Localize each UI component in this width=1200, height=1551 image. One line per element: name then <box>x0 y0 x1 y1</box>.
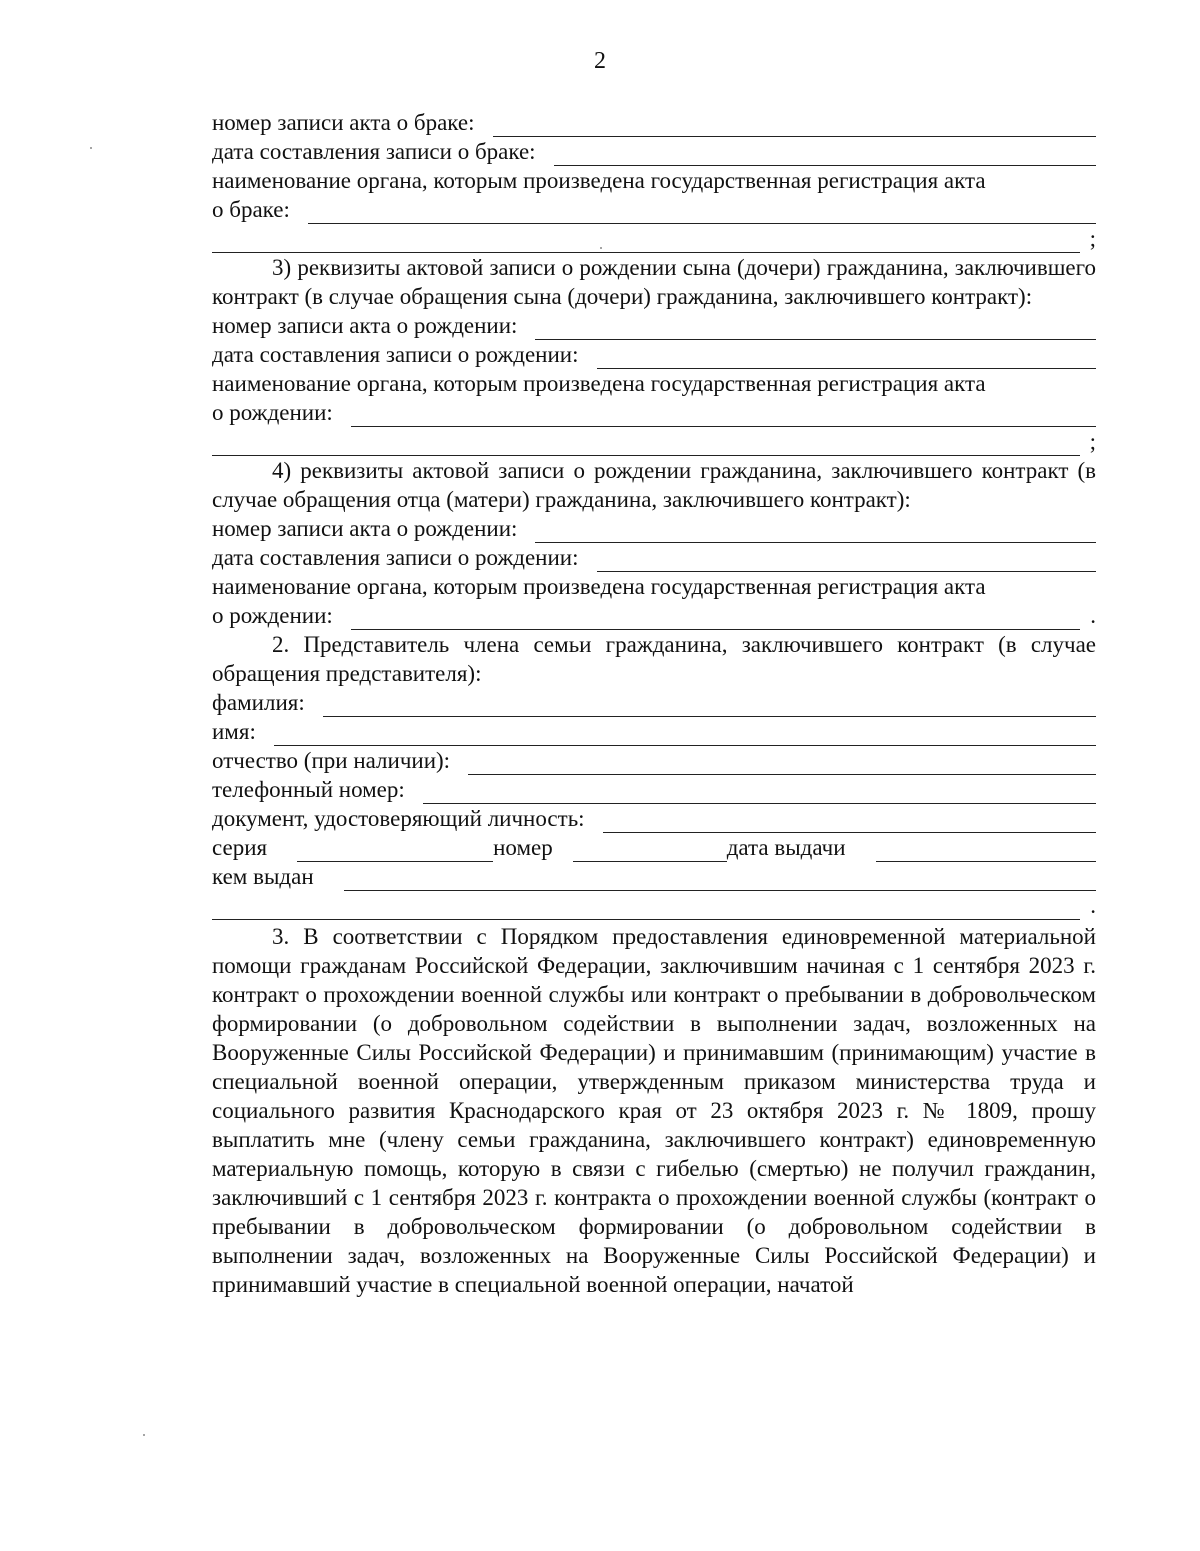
citizen-birth-authority-field[interactable] <box>351 609 1080 630</box>
scan-speck <box>143 1434 145 1436</box>
series-label: серия <box>212 835 268 860</box>
marriage-record-number-row <box>212 108 1096 137</box>
child-birth-record-date-field[interactable] <box>597 348 1097 369</box>
patronymic-row <box>212 746 1096 775</box>
marriage-end-mark: ; <box>1089 226 1096 251</box>
id-document-field[interactable] <box>603 812 1096 833</box>
issued-by-label: кем выдан <box>212 864 314 889</box>
issued-by-field-continued[interactable] <box>212 899 1080 920</box>
marriage-authority-row <box>212 195 1096 224</box>
id-document-row <box>212 804 1096 833</box>
number-field[interactable] <box>573 841 727 862</box>
citizen-birth-heading: 4) реквизиты актовой записи о рождении гражданина, заключившего контракт (в случае обращения отца (матери) гражданина, заключившего контракт): <box>212 458 1096 512</box>
representative-end-mark: . <box>1090 893 1096 918</box>
patronymic-field[interactable] <box>468 754 1096 775</box>
issued-by-row <box>212 862 1096 891</box>
child-birth-authority-continuation-row <box>212 427 1096 456</box>
surname-label: фамилия: <box>212 690 305 715</box>
citizen-birth-authority-label-line2: о рождении: <box>212 603 333 628</box>
citizen-birth-end-mark: . <box>1090 603 1096 628</box>
scan-speck <box>90 147 92 149</box>
phone-field[interactable] <box>423 783 1096 804</box>
citizen-birth-authority-label-line1: наименование органа, которым произведена государственная регистрация акта <box>212 574 986 599</box>
child-birth-authority-label-line2: о рождении: <box>212 400 333 425</box>
child-birth-heading: 3) реквизиты актовой записи о рождении сына (дочери) гражданина, заключившего контракт (в случае обращения сына (дочери) гражданина, заключившего контракт): <box>212 255 1096 309</box>
marriage-record-number-field[interactable] <box>493 116 1097 137</box>
phone-row <box>212 775 1096 804</box>
child-birth-authority-label-line1: наименование органа, которым произведена государственная регистрация акта <box>212 371 986 396</box>
citizen-birth-record-date-field[interactable] <box>597 551 1097 572</box>
patronymic-label: отчество (при наличии): <box>212 748 451 773</box>
issued-by-continuation-row <box>212 891 1096 920</box>
series-number-date-row <box>212 833 1096 862</box>
child-birth-authority-field-continued[interactable] <box>212 435 1080 456</box>
marriage-authority-label-line1: наименование органа, которым произведена государственная регистрация акта <box>212 168 986 193</box>
marriage-record-date-field[interactable] <box>554 145 1096 166</box>
name-label: имя: <box>212 719 256 744</box>
citizen-birth-record-number-field[interactable] <box>535 522 1096 543</box>
marriage-record-date-row <box>212 137 1096 166</box>
surname-field[interactable] <box>323 696 1096 717</box>
form-content <box>212 108 1096 1299</box>
citizen-birth-record-number-row <box>212 514 1096 543</box>
child-birth-authority-row <box>212 398 1096 427</box>
page-number: 2 <box>594 48 606 74</box>
citizen-birth-record-number-label: номер записи акта о рождении: <box>212 516 518 541</box>
representative-heading: 2. Представитель члена семьи гражданина, заключившего контракт (в случае обращения представителя): <box>212 632 1096 686</box>
number-label: номер <box>493 835 553 860</box>
marriage-authority-field-continued[interactable] <box>212 232 1080 253</box>
marriage-authority-field[interactable] <box>308 203 1096 224</box>
issue-date-label: дата выдачи <box>726 835 846 860</box>
citizen-birth-record-date-row <box>212 543 1096 572</box>
issue-date-field[interactable] <box>876 841 1096 862</box>
child-birth-record-date-label: дата составления записи о рождении: <box>212 342 579 367</box>
child-birth-authority-field[interactable] <box>351 406 1096 427</box>
child-birth-record-number-row <box>212 311 1096 340</box>
citizen-birth-record-date-label: дата составления записи о рождении: <box>212 545 579 570</box>
surname-row <box>212 688 1096 717</box>
marriage-authority-continuation-row <box>212 224 1096 253</box>
series-field[interactable] <box>297 841 493 862</box>
scan-speck <box>600 247 602 249</box>
section-3-paragraph: 3. В соответствии с Порядком предоставления единовременной материальной помощи гражданам Российской Федерации, заключившим начиная с 1 сентября 2023 г. контракт о прохождении военной службы или контракт о пребывании в добровольческом формировании (о добровольном содействии в выполнении задач, возложенных на Вооруженные Силы Российской Федерации) и принимавшим (принимающим) участие в специальной военной операции, утвержденным приказом министерства труда и социального развития Краснодарского края от 23 октября 2023 г. № 1809, прошу выплатить мне (члену семьи гражданина, заключившего контракт) единовременную материальную помощь, которую в связи с гибелью (смертью) не получил гражданин, заключивший с 1 сентября 2023 г. контракта о прохождении военной службы (контракт о пребывании в добровольческом формировании (о добровольном содействии в выполнении задач, возложенных на Вооруженные Силы Российской Федерации) и принимавший участие в специальной военной операции, начатой <box>212 924 1096 1297</box>
child-birth-record-number-field[interactable] <box>535 319 1096 340</box>
marriage-record-date-label: дата составления записи о браке: <box>212 139 536 164</box>
name-field[interactable] <box>274 725 1096 746</box>
id-document-label: документ, удостоверяющий личность: <box>212 806 585 831</box>
child-birth-record-date-row <box>212 340 1096 369</box>
citizen-birth-authority-row <box>212 601 1096 630</box>
phone-label: телефонный номер: <box>212 777 405 802</box>
child-birth-record-number-label: номер записи акта о рождении: <box>212 313 518 338</box>
marriage-authority-label-line2: о браке: <box>212 197 290 222</box>
name-row <box>212 717 1096 746</box>
issued-by-field[interactable] <box>344 870 1096 891</box>
marriage-record-number-label: номер записи акта о браке: <box>212 110 475 135</box>
child-birth-end-mark: ; <box>1089 429 1096 454</box>
